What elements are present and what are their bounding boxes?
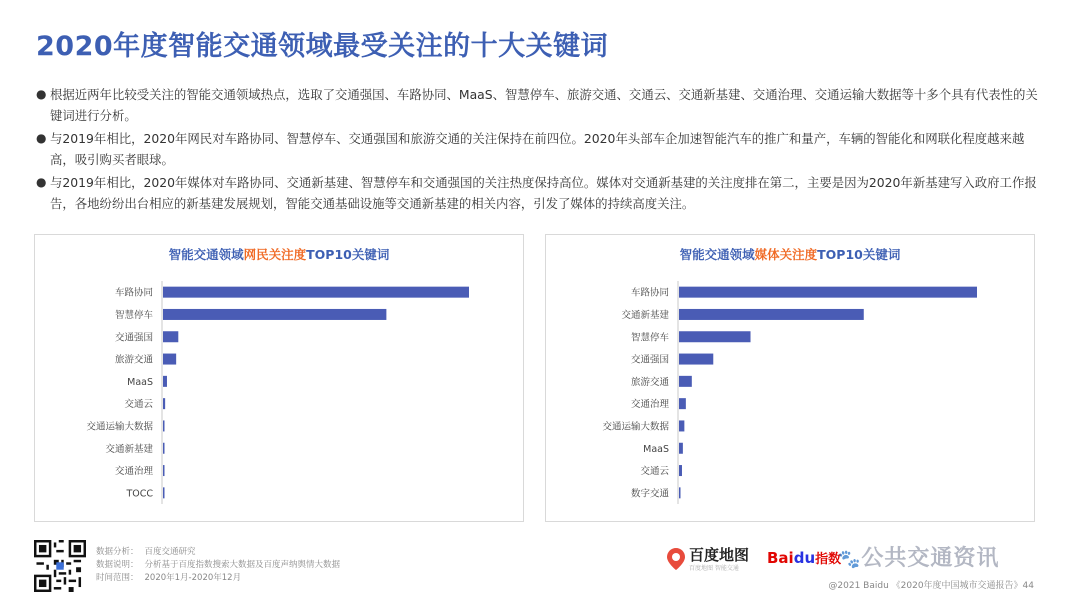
category-label: 交通云	[640, 466, 669, 478]
category-label: 车路协同	[630, 287, 669, 299]
bar	[679, 398, 686, 409]
category-label: 旅游交通	[114, 354, 153, 366]
category-label: 数字交通	[630, 488, 669, 500]
bullet-text: 根据近两年比较受关注的智能交通领域热点，选取了交通强国、车路协同、MaaS、智慧停车、旅游交通、交通云、交通新基建、交通治理、交通运输大数据等十多个具有代表性的关键词进行分析。	[50, 87, 1038, 123]
bullet-item	[36, 128, 1046, 170]
bullet-item	[36, 84, 1046, 126]
footer-desc	[96, 559, 346, 572]
bar	[163, 443, 165, 454]
bar	[163, 376, 167, 387]
netizen-chart-panel	[34, 234, 524, 522]
watermark	[838, 541, 999, 572]
baidu-index-logo	[767, 548, 841, 567]
chart-title-highlight: 网民关注度	[243, 247, 307, 262]
baidu-map-logo	[667, 544, 749, 574]
media-bar-chart	[546, 273, 1034, 518]
bullet-dot-icon: ●	[36, 87, 47, 101]
category-label: 交通强国	[114, 332, 153, 344]
copyright: @2021 Baidu 《2020年度中国城市交通报告》44	[828, 581, 1034, 591]
chart-title-prefix: 智能交通领域	[168, 247, 244, 262]
category-label: MaaS	[643, 443, 669, 455]
category-label: 交通强国	[630, 354, 669, 366]
bar	[163, 354, 176, 365]
footer-desc-label: 数据说明：	[96, 560, 139, 570]
chart-title-highlight: 媒体关注度	[754, 247, 818, 262]
bar	[679, 487, 681, 498]
baidu-map-name: 百度地图	[689, 545, 750, 564]
chart-title-suffix: TOP10关键词	[817, 247, 901, 262]
category-label: 交通治理	[630, 399, 669, 411]
footer-meta	[96, 546, 346, 585]
logo-index-bai: Bai	[767, 549, 794, 567]
category-label: 智慧停车	[114, 309, 153, 321]
category-label: MaaS	[127, 376, 153, 388]
footer-desc-value: 分析基于百度指数搜索大数据及百度声纳舆情大数据	[144, 560, 341, 570]
bullet-list	[36, 84, 1046, 216]
bar	[163, 331, 178, 342]
logo-index-du: du	[793, 549, 816, 567]
footer-period	[96, 572, 346, 585]
bar	[679, 287, 977, 298]
bar	[679, 465, 682, 476]
qr-code-icon	[34, 540, 86, 592]
category-label: 交通云	[124, 399, 153, 411]
bar	[163, 420, 165, 431]
bullet-dot-icon: ●	[36, 131, 47, 145]
bar	[679, 354, 713, 365]
bullet-item	[36, 172, 1046, 214]
bar	[679, 443, 683, 454]
map-pin-icon	[667, 548, 685, 570]
category-label: 交通新基建	[621, 309, 669, 321]
bar	[163, 287, 469, 298]
logo-index-zs: 指数	[815, 552, 842, 567]
chart-title-prefix: 智能交通领域	[679, 247, 755, 262]
category-label: 旅游交通	[630, 376, 669, 388]
footer-period-value: 2020年1月-2020年12月	[144, 573, 242, 583]
category-label: TOCC	[126, 488, 153, 500]
bar	[163, 309, 386, 320]
footer-period-label: 时间范围：	[96, 573, 139, 583]
page-title: 2020年度智能交通领域最受关注的十大关键词	[36, 31, 609, 62]
category-label: 交通运输大数据	[86, 421, 153, 433]
bullet-dot-icon: ●	[36, 175, 47, 189]
bar	[679, 309, 864, 320]
footer-source-value: 百度交通研究	[144, 547, 196, 557]
paw-icon: 🐾	[838, 549, 862, 570]
category-label: 交通新基建	[105, 443, 153, 455]
netizen-bar-chart	[35, 273, 523, 518]
netizen-chart-title	[35, 245, 523, 263]
bar	[679, 331, 751, 342]
bullet-text: 与2019年相比，2020年媒体对车路协同、交通新基建、智慧停车和交通强国的关注热度保持高位。媒体对交通新基建的关注度排在第二，主要是因为2020年新基建写入政府工作报告，各地纷纷出台相应的新基建发展规划，智能交通基础设施等交通新基建的相关内容，引发了媒体的持续高度关注。	[50, 175, 1037, 211]
media-chart-title	[546, 245, 1034, 263]
category-label: 车路协同	[114, 287, 153, 299]
category-label: 交通运输大数据	[602, 421, 669, 433]
footer-source	[96, 546, 346, 559]
chart-title-suffix: TOP10关键词	[306, 247, 390, 262]
category-label: 交通治理	[114, 466, 153, 478]
bar	[163, 398, 165, 409]
baidu-map-sub: 百度地图 智能交通	[689, 564, 739, 572]
media-chart-panel	[545, 234, 1035, 522]
bar	[163, 487, 165, 498]
bar	[163, 465, 165, 476]
bar	[679, 420, 684, 431]
bullet-text: 与2019年相比，2020年网民对车路协同、智慧停车、交通强国和旅游交通的关注保持在前四位。2020年头部车企加速智能汽车的推广和量产，车辆的智能化和网联化程度越来越高，吸引购买者眼球。	[50, 131, 1025, 167]
footer-source-label: 数据分析：	[96, 547, 139, 557]
watermark-text: 公共交通资讯	[861, 546, 1000, 571]
bar	[679, 376, 692, 387]
category-label: 智慧停车	[630, 332, 669, 344]
